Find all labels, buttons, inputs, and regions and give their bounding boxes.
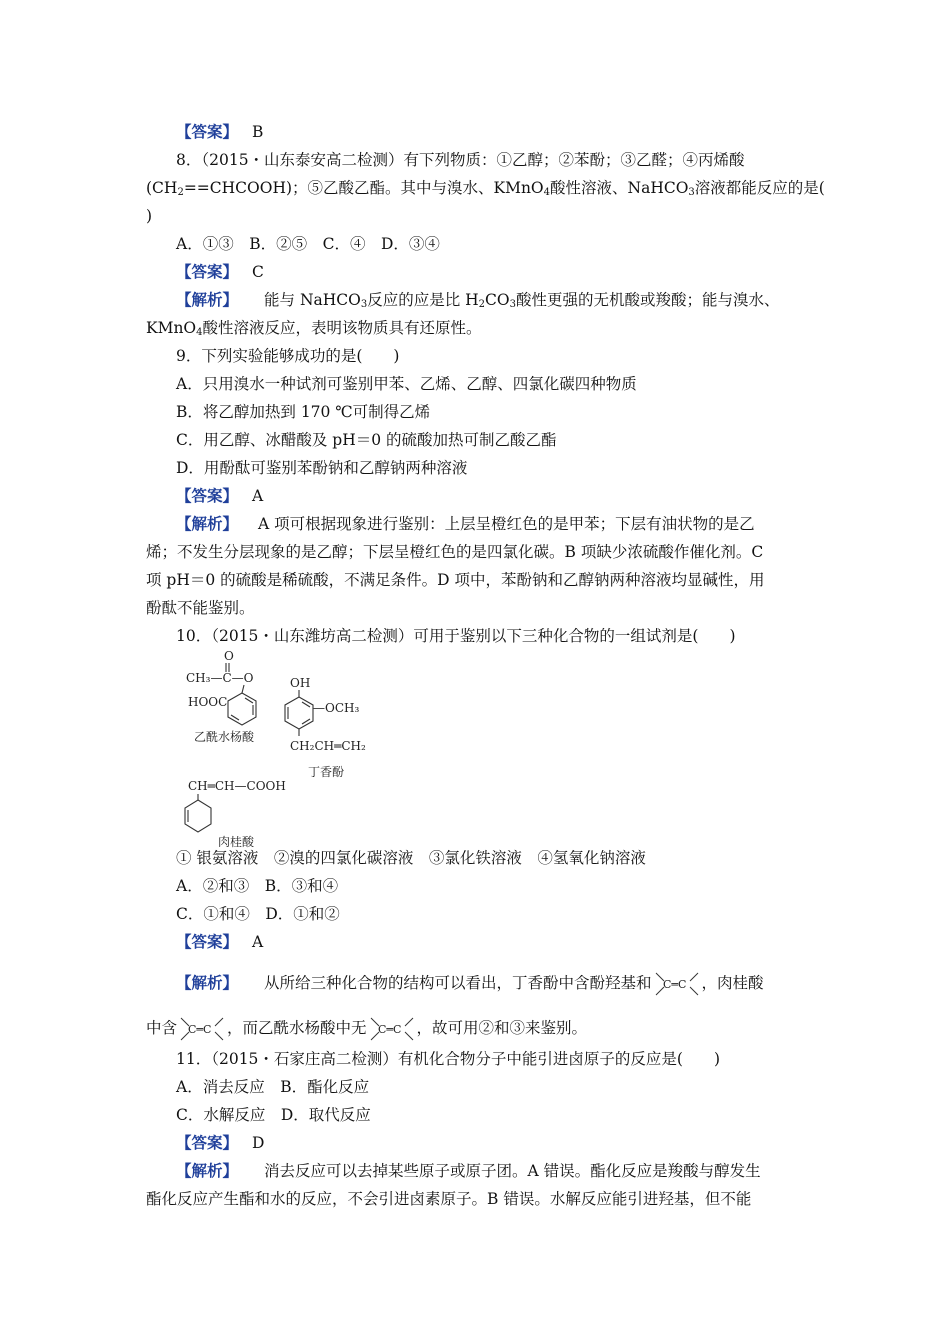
explanation-tag: 【解析】 xyxy=(176,290,239,309)
eugenol-structure xyxy=(285,676,366,779)
q9-explanation-2: 烯；不发生分层现象的是乙醇；下层呈橙红色的是四氯化碳。B 项缺少浓硫酸作催化剂。C xyxy=(146,543,764,561)
q9-explanation-3: 项 pH＝0 的硫酸是稀硫酸，不满足条件。D 项中，苯酚钠和乙醇钠两种溶液均显碱性，用 xyxy=(146,571,765,589)
acetyl-label: CH₃—C—O xyxy=(186,671,254,685)
answer-value: B xyxy=(252,123,264,141)
answer-tag: 【答案】 xyxy=(176,486,239,505)
double-bond-icon xyxy=(177,1014,227,1044)
double-bond-icon xyxy=(652,969,702,999)
q8-explanation: 【解析】 能与 NaHCO$_3$反应的应是比 $H_2CO_3$酸性更强的无机酸或羧酸；能与溴水、 xyxy=(176,290,780,310)
q8-stem-cont: $(CH_2==CHCOOH)$；⑤乙酸乙酯。其中与溴水、KMnO$_4$酸性溶液、NaHCO$_3$溶液都能反应的是( xyxy=(146,179,825,198)
acetylsalicylic-acid-structure xyxy=(186,649,256,744)
q10-options-1: A．②和③ B．③和④ xyxy=(176,877,339,895)
answer-tag: 【答案】 xyxy=(176,932,239,951)
och3-label: —OCH₃ xyxy=(313,701,360,715)
q9-stem: 9．下列实验能够成功的是( ) xyxy=(176,347,400,365)
q9-option-b: B．将乙醇加热到 170 ℃可制得乙烯 xyxy=(176,403,431,421)
q8-explanation-cont: KMnO$_4$酸性溶液反应，表明该物质具有还原性。 xyxy=(146,319,482,338)
explanation-tag: 【解析】 xyxy=(176,973,239,992)
answer-value: D xyxy=(252,1134,265,1152)
mol2-name: 丁香酚 xyxy=(308,765,345,779)
q11-explanation-2: 酯化反应产生酯和水的反应，不会引进卤素原子。B 错误。水解反应能引进羟基，但不能 xyxy=(146,1190,752,1208)
q8-options: A．①③ B．②⑤ C．④ D．③④ xyxy=(176,235,440,253)
q10-stem: 10．（2015・山东潍坊高二检测）可用于鉴别以下三种化合物的一组试剂是( ) xyxy=(176,627,736,645)
q10-options-2: C．①和④ D．①和② xyxy=(176,905,340,923)
q11-options-1: A．消去反应 B．酯化反应 xyxy=(176,1078,370,1096)
mol1-name: 乙酰水杨酸 xyxy=(194,730,255,744)
structure-diagram xyxy=(180,648,420,848)
q8-paren: ) xyxy=(146,207,153,225)
q11-answer xyxy=(176,1132,851,1154)
q8-stem: 8．（2015・山东泰安高二检测）有下列物质：①乙醇；②苯酚；③乙醛；④丙烯酸 xyxy=(176,151,745,169)
answer-tag: 【答案】 xyxy=(176,122,239,141)
answer-line xyxy=(176,121,851,143)
carbonyl-o-label: O xyxy=(224,649,234,663)
q9-option-c: C．用乙醇、冰醋酸及 pH＝0 的硫酸加热可制乙酸乙酯 xyxy=(176,431,557,449)
answer-value: A xyxy=(252,933,264,951)
q11-options-2: C．水解反应 D．取代反应 xyxy=(176,1106,371,1124)
answer-tag: 【答案】 xyxy=(176,1133,239,1152)
svg-text:C═C: C═C xyxy=(188,1023,212,1036)
q9-answer xyxy=(176,485,851,507)
explanation-tag: 【解析】 xyxy=(176,514,239,533)
q10-reagents: ① 银氨溶液 ②溴的四氯化碳溶液 ③氯化铁溶液 ④氢氧化钠溶液 xyxy=(176,849,646,867)
q10-answer xyxy=(176,931,851,953)
double-bond-icon xyxy=(367,1014,417,1044)
answer-value: C xyxy=(252,263,264,281)
q11-explanation: 【解析】 消去反应可以去掉某些原子或原子团。A 错误。酯化反应是羧酸与醇发生 xyxy=(176,1161,761,1180)
q9-explanation: 【解析】 A 项可根据现象进行鉴别：上层呈橙红色的是甲苯；下层有油状物的是乙 xyxy=(176,514,755,533)
svg-text:C═C: C═C xyxy=(662,978,686,991)
allyl-label: CH₂CH═CH₂ xyxy=(290,739,366,753)
q9-explanation-4: 酚酞不能鉴别。 xyxy=(146,599,255,617)
mol3-name: 肉桂酸 xyxy=(218,835,255,848)
answer-tag: 【答案】 xyxy=(176,262,239,281)
svg-text:C═C: C═C xyxy=(377,1023,401,1036)
q8-answer xyxy=(176,261,851,283)
q11-stem: 11．（2015・石家庄高二检测）有机化合物分子中能引进卤原子的反应是( ) xyxy=(176,1050,721,1068)
explanation-tag: 【解析】 xyxy=(176,1161,239,1180)
q9-option-a: A．只用溴水一种试剂可鉴别甲苯、乙烯、乙醇、四氯化碳四种物质 xyxy=(176,375,637,393)
hooc-label: HOOC xyxy=(188,695,228,709)
cinnamic-acid-structure xyxy=(185,779,286,848)
q10-explanation: 【解析】 从所给三种化合物的结构可以看出，丁香酚中含酚羟基和 C═C ，肉桂酸 xyxy=(176,968,851,999)
q9-option-d: D．用酚酞可鉴别苯酚钠和乙醇钠两种溶液 xyxy=(176,459,468,477)
q10-explanation-2: 中含 C═C ，而乙酰水杨酸中无 C═C ，故可用②和③来鉴别。 xyxy=(146,1013,821,1044)
answer-value: A xyxy=(252,487,264,505)
oh-label: OH xyxy=(290,676,311,690)
cinnamic-chain-label: CH═CH—COOH xyxy=(188,779,286,793)
